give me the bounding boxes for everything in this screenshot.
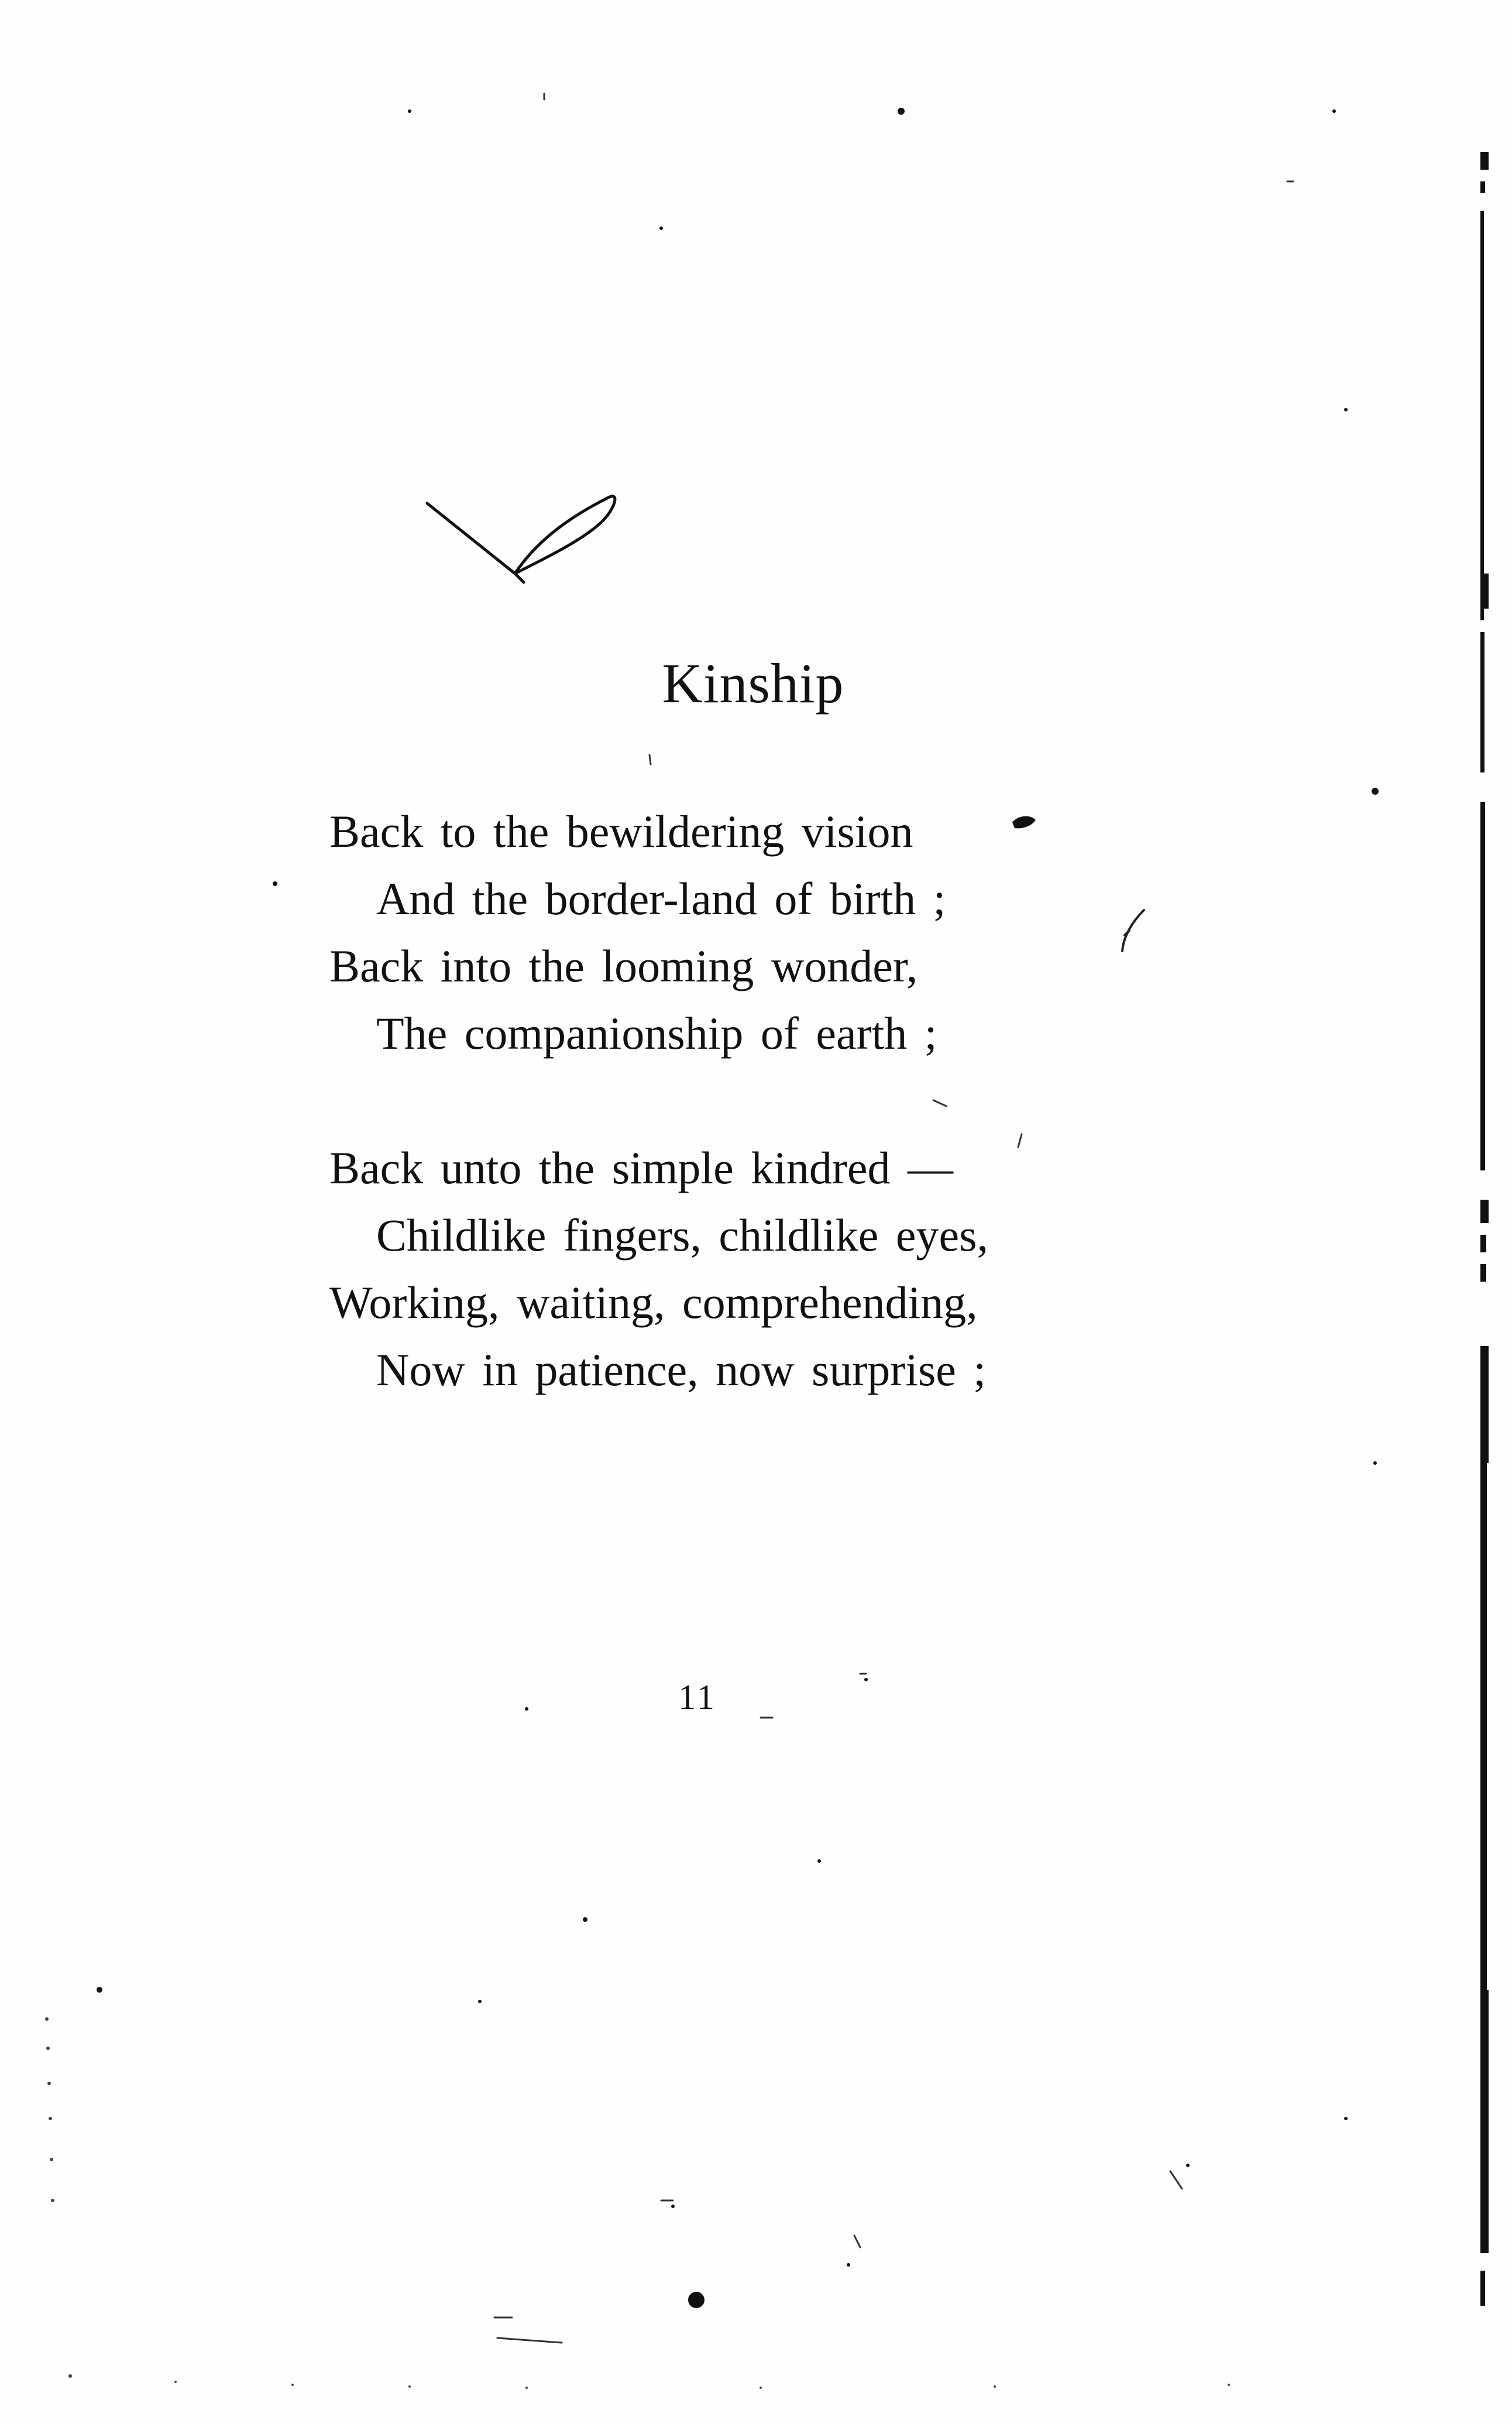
stanza-1 bbox=[329, 798, 1149, 1067]
binding-edge bbox=[1480, 117, 1489, 2317]
poem-body bbox=[329, 798, 1149, 1403]
page-edge-dots bbox=[45, 2017, 1230, 2389]
poem-line: Working, waiting, comprehending, bbox=[329, 1277, 978, 1328]
poem-line: Childlike fingers, childlike eyes, bbox=[376, 1210, 988, 1261]
stanza-2 bbox=[329, 1134, 1149, 1403]
poem-line: Back into the looming wonder, bbox=[329, 940, 918, 991]
page-number bbox=[0, 1674, 1512, 1721]
poem-title bbox=[0, 648, 1512, 719]
handwritten-check-mark bbox=[427, 496, 615, 582]
page-number-text: 11 bbox=[678, 1678, 717, 1716]
poem-title-text: Kinship bbox=[662, 652, 844, 715]
poem-line: And the border-land of birth ; bbox=[376, 873, 946, 924]
poem-line: The companionship of earth ; bbox=[376, 1008, 937, 1059]
poem-line: Now in patience, now surprise ; bbox=[376, 1344, 987, 1395]
poem-line: Back unto the simple kindred — bbox=[329, 1142, 953, 1193]
poem-line: Back to the bewildering vision bbox=[329, 806, 913, 857]
